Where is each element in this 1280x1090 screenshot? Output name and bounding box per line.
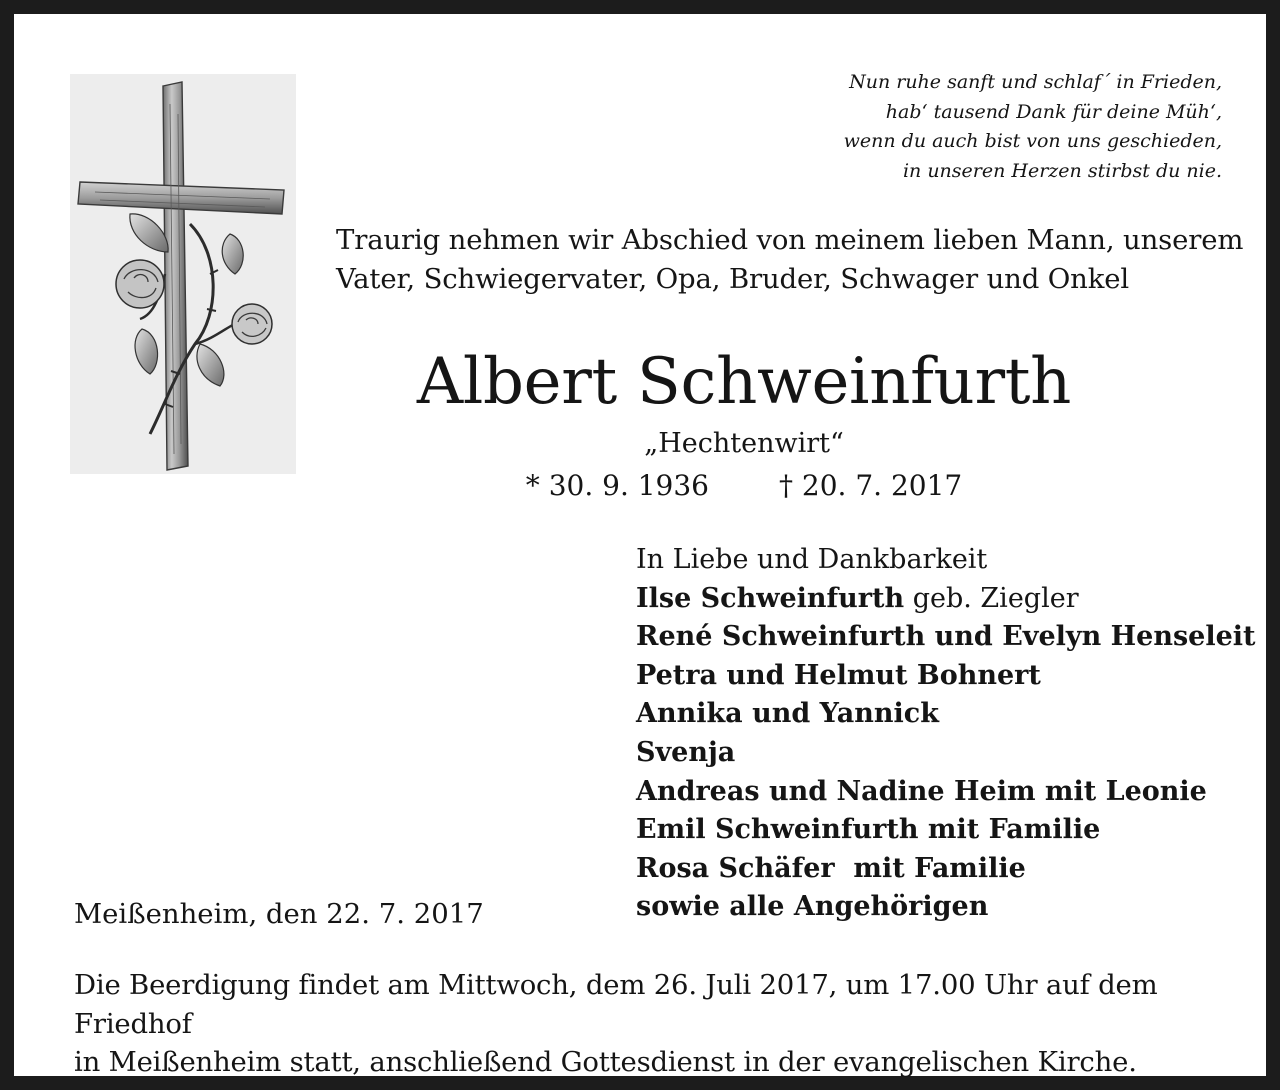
mourner-line xyxy=(636,618,1276,657)
mourner-name: Rosa Schäfer mit Familie xyxy=(636,852,1026,884)
mourner-line xyxy=(636,888,1276,927)
mourner-line xyxy=(636,734,1276,773)
cross-with-roses-icon xyxy=(70,74,296,474)
mourner-name: Ilse Schweinfurth xyxy=(636,582,905,614)
intro-line: Vater, Schwiegervater, Opa, Bruder, Schwager und Onkel xyxy=(336,263,1129,295)
deceased-nickname: „Hechtenwirt“ xyxy=(644,428,844,459)
intro-line: Traurig nehmen wir Abschied von meinem lieben Mann, unserem xyxy=(336,224,1244,256)
poem-line: hab‘ tausend Dank für deine Müh‘, xyxy=(885,100,1222,123)
mourner-line xyxy=(636,657,1276,696)
funeral-line: in Meißenheim statt, anschließend Gottesdienst in der evangelischen Kirche. xyxy=(74,1046,1137,1078)
mourners-heading: In Liebe und Dankbarkeit xyxy=(636,544,988,575)
poem-line: Nun ruhe sanft und schlaf´ in Frieden, xyxy=(849,71,1222,93)
intro-text xyxy=(336,221,1256,299)
poem-line: in unseren Herzen stirbst du nie. xyxy=(902,159,1222,182)
mourner-name: Andreas und Nadine Heim mit Leonie xyxy=(636,775,1207,807)
mourner-line xyxy=(636,580,1276,619)
poem-line: wenn du auch bist von uns geschieden, xyxy=(843,130,1222,152)
mourner-name: Annika und Yannick xyxy=(636,698,939,730)
funeral-notice xyxy=(74,966,1264,1082)
death-date: † 20. 7. 2017 xyxy=(779,469,963,502)
mourner-line xyxy=(636,695,1276,734)
poem-verse xyxy=(662,68,1222,186)
mourner-line xyxy=(636,773,1276,812)
birth-date: * 30. 9. 1936 xyxy=(525,469,709,502)
mourner-name: Emil Schweinfurth mit Familie xyxy=(636,814,1101,846)
mourner-name: Petra und Helmut Bohnert xyxy=(636,659,1041,691)
mourners-list xyxy=(636,541,1276,927)
mourner-name: René Schweinfurth und Evelyn Henseleit xyxy=(636,621,1256,653)
mourner-name: sowie alle Angehörigen xyxy=(636,891,989,923)
deceased-name: Albert Schweinfurth xyxy=(416,345,1072,419)
mourner-note: geb. Ziegler xyxy=(904,582,1079,614)
funeral-line: Die Beerdigung findet am Mittwoch, dem 26. Juli 2017, um 17.00 Uhr auf dem Friedhof xyxy=(74,969,1158,1040)
life-dates xyxy=(314,466,1174,506)
place-date: Meißenheim, den 22. 7. 2017 xyxy=(74,898,484,930)
mourner-line xyxy=(636,850,1276,889)
mourner-line xyxy=(636,811,1276,850)
mourner-name: Svenja xyxy=(636,736,736,768)
